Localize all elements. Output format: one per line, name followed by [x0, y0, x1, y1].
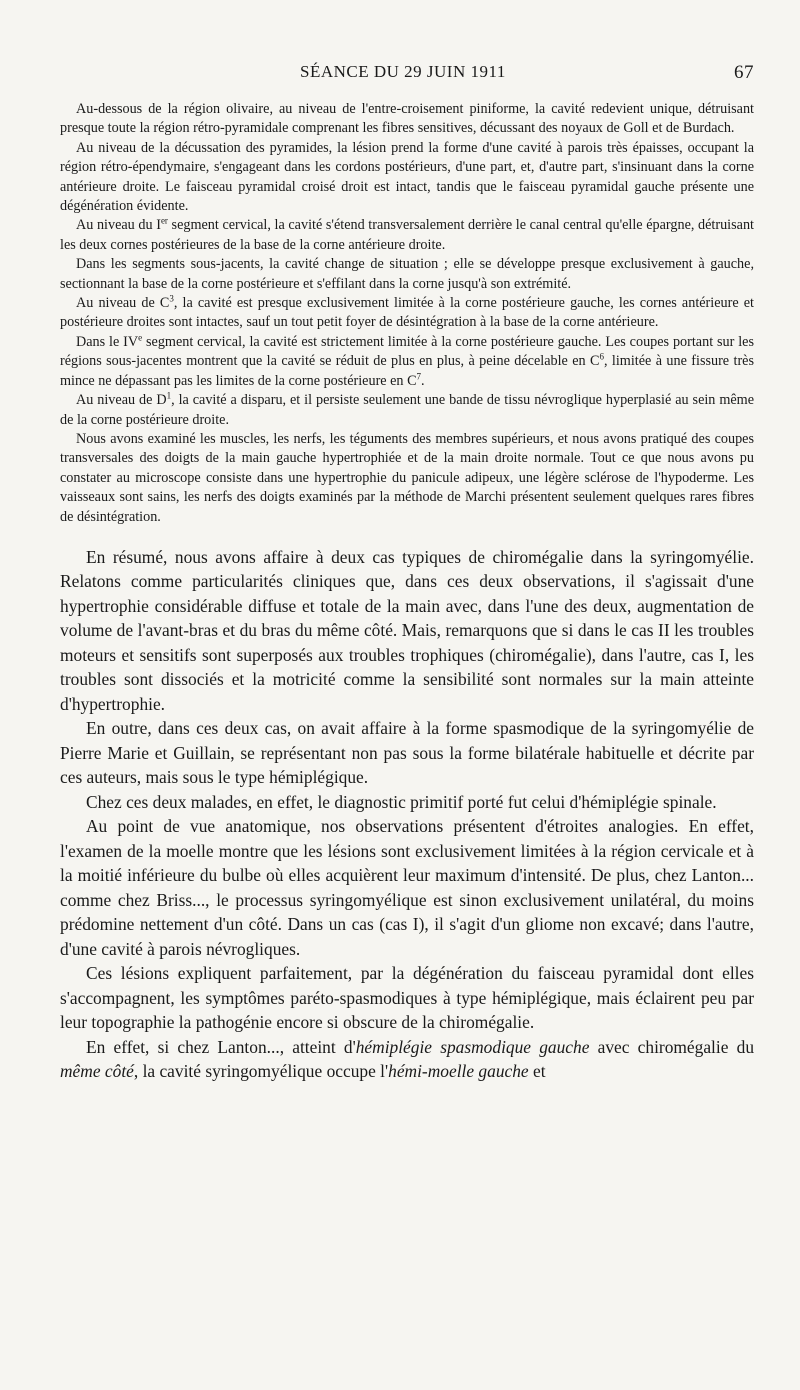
paragraph: En résumé, nous avons affaire à deux cas typiques de chiromégalie dans la syringomyélie. Relatons comme particularités cliniques que, dans ces deux observations, il s'agissait d'une hypertrophie considérable diffuse et totale de la main avec, dans l'une des deux, augmentation de volume de l'avant-bras et du bras du même côté. Mais, remarquons que si dans le cas II les troubles moteurs et sensitifs sont superposés aux troubles trophiques (chiromégalie), dans l'autre, cas I, les troubles sont dissociés et la motricité comme la sensibilité sont normales sur la main atteinte d'hypertrophie.	[60, 546, 754, 714]
page-header	[60, 62, 754, 92]
italic-run: même côté	[60, 1061, 134, 1082]
final-paragraph	[60, 1035, 754, 1084]
text-run: avec chiromégalie du	[589, 1036, 755, 1057]
text-run: En effet, si chez Lanton..., atteint d'	[86, 1036, 356, 1057]
paragraph: Au niveau de la décussation des pyramides, la lésion prend la forme d'une cavité à parois très épaisses, occupant la région rétro-épendymaire, s'engageant dans les cordons postérieurs, d'une part, et, d'autre part, s'insinuant dans la corne antérieure droite. Le faisceau pyramidal croisé droit est intact, tandis que le faisceau pyramidal gauche présente une dégénération évidente.	[60, 139, 754, 215]
paragraph: Au niveau de $D^1$, la cavité a disparu, et il persiste seulement une bande de tissu névroglique hyperplasié au sein même de la corne postérieure droite.	[60, 390, 754, 428]
main-text-section	[60, 545, 754, 1084]
paragraph: Au niveau de $C^3$, la cavité est presque exclusivement limitée à la corne postérieure gauche, les cornes antérieure et postérieure droites sont intactes, sauf un tout petit foyer de désintégration à la base de la corne antérieure.	[60, 293, 754, 331]
paragraph: Nous avons examiné les muscles, les nerfs, les téguments des membres supérieurs, et nous avons pratiqué des coupes transversales des doigts de la main gauche hypertrophiée et de la main droite normale. Tout ce que nous avons pu constater au microscope consiste dans une hypertrophie du panicule adipeux, une légère sclérose de l'hypoderme. Les vaisseaux sont sains, les nerfs des doigts examinés par la méthode de Marchi présentent seulement quelques rares fibres de désintégration.	[60, 430, 754, 525]
paragraph: Dans les segments sous-jacents, la cavité change de situation ; elle se développe presque exclusivement à gauche, sectionnant la base de la corne postérieure et s'effilant dans la corne jusqu'à son extrémité.	[60, 256, 754, 292]
paragraph: Ces lésions expliquent parfaitement, par la dégénération du faisceau pyramidal dont elles s'accompagnent, les symptômes paréto-spasmodiques à type hémiplégique, mais éclairent peu par leur topographie la pathogénie encore si obscure de la chiromégalie.	[60, 963, 754, 1033]
page-number: 67	[734, 62, 754, 83]
document-page	[60, 62, 754, 1084]
paragraph: Chez ces deux malades, en effet, le diagnostic primitif porté fut celui d'hémiplégie spinale.	[86, 791, 717, 812]
text-run: , la cavité syringomyélique occupe l'	[133, 1061, 389, 1082]
italic-run: hémiplégie spasmodique gauche	[355, 1036, 590, 1057]
text-run: et	[528, 1061, 546, 1082]
paragraph: Au point de vue anatomique, nos observations présentent d'étroites analogies. En effet, l'examen de la moelle montre que les lésions sont exclusivement limitées à la région cervicale et à la moitié inférieure du bulbe où elles acquièrent leur maximum d'intensité. De plus, chez Lanton... comme chez Briss..., le processus syringomyélique est sinon exclusivement unilatéral, du moins prédomine nettement d'un côté. Dans un cas (cas I), il s'agit d'un gliome non excavé; dans l'autre, d'une cavité à parois névrogliques.	[60, 816, 754, 959]
paragraph: Au-dessous de la région olivaire, au niveau de l'entre-croisement piniforme, la cavité redevient unique, détruisant presque toute la région rétro-pyramidale comprenant les fibres sensitives, décussant des noyaux de Goll et de Burdach.	[60, 101, 754, 137]
paragraph: Au niveau du Ier segment cervical, la cavité s'étend transversalement derrière le canal central qu'elle épargne, détruisant les deux cornes postérieures de la base de la corne antérieure droite.	[60, 215, 754, 253]
small-print-section	[60, 100, 754, 527]
italic-run: hémi-moelle gauche	[388, 1061, 529, 1082]
running-title: SÉANCE DU 29 JUIN 1911	[300, 62, 506, 81]
paragraph: Dans le IVe segment cervical, la cavité est strictement limitée à la corne postérieure gauche. Les coupes portant sur les régions sous-jacentes montrent que la cavité se réduit de plus en plus, à peine décelable en $C^6$, limitée à une fissure très mince ne dépassant pas les limites de la corne postérieure en $C^7$.	[60, 332, 754, 389]
paragraph: En outre, dans ces deux cas, on avait affaire à la forme spasmodique de la syringomyélie de Pierre Marie et Guillain, se représentant non pas sous la forme bilatérale habituelle et décrite par ces auteurs, mais sous le type hémiplégique.	[60, 718, 754, 788]
